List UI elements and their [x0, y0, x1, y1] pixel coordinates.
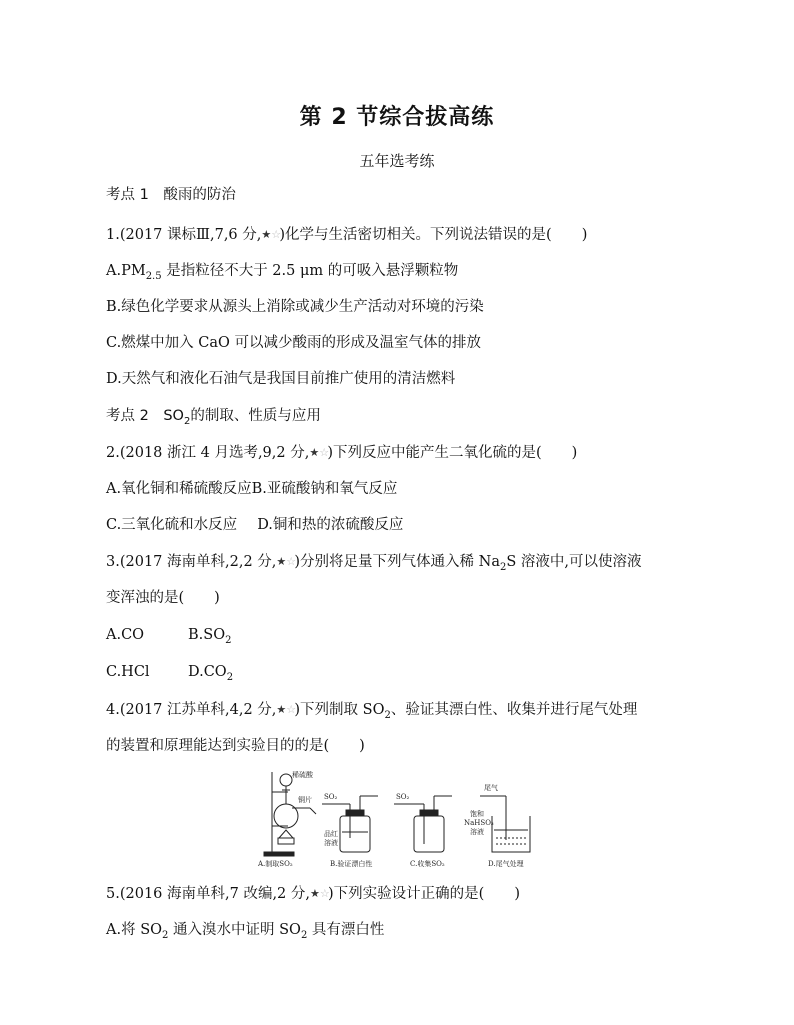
apparatus-drawing — [244, 766, 544, 870]
section-heading-2 — [106, 406, 321, 426]
question-5-option-a-rest: 具有漂白性 — [307, 922, 385, 938]
question-3-option-b-subscript: 2 — [225, 634, 232, 646]
question-4-close: ) — [359, 738, 365, 754]
question-1-option-b: B.绿色化学要求从源头上消除或减少生产活动对环境的污染 — [106, 299, 484, 315]
question-4-source: 4.(2017 江苏单科,4,2 分, — [106, 702, 277, 718]
tail-gas-label: 尾气 — [484, 784, 498, 792]
question-1-option-a — [106, 261, 458, 281]
pinhong-label-1: 品红 — [324, 830, 338, 838]
question-3-text-rest: S 溶液中,可以使溶液 — [506, 554, 642, 570]
section-heading-2-subscript: 2 — [183, 415, 191, 427]
question-3-subscript: 2 — [500, 561, 507, 573]
caption-a: A.制取SO₂ — [258, 860, 293, 868]
section-heading-1 — [106, 185, 236, 205]
question-4-stem-line-2 — [106, 736, 365, 756]
question-1-stem — [106, 225, 587, 245]
question-3-option-a: A.CO — [106, 627, 145, 643]
copper-label: 铜片 — [298, 796, 312, 804]
caption-b: B.验证漂白性 — [330, 860, 373, 868]
page-subtitle: 五年选考练 — [359, 152, 435, 170]
question-1-option-d: D.天然气和液化石油气是我国目前推广使用的清洁燃料 — [106, 371, 456, 387]
question-3-options-row-1 — [106, 625, 231, 645]
question-4-text-line-2: 的装置和原理能达到实验目的的是( — [106, 738, 330, 754]
question-3-option-d: D.CO — [188, 664, 227, 680]
question-4-text-rest: 、验证其漂白性、收集并进行尾气处理 — [390, 702, 638, 718]
question-5-text: )下列实验设计正确的是( — [328, 886, 485, 902]
apparatus-c — [394, 796, 452, 852]
question-2-option-a: A.氧化铜和稀硫酸反应 — [106, 481, 252, 497]
question-4-subscript: 2 — [384, 709, 391, 721]
question-5-option-a-mid: 通入溴水中证明 SO — [168, 922, 301, 938]
saturated-label-1: 饱和 — [470, 810, 484, 818]
question-3-source: 3.(2017 海南单科,2,2 分, — [106, 554, 277, 570]
section-heading-2-label: 考点 2 SO — [106, 408, 184, 424]
question-3-text: )分别将足量下列气体通入稀 Na — [294, 554, 500, 570]
pinhong-label-2: 溶液 — [324, 839, 338, 847]
question-3-close: ) — [214, 590, 220, 606]
question-1-option-c: C.燃煤中加入 CaO 可以减少酸雨的形成及温室气体的排放 — [106, 335, 482, 351]
question-3-text-line-2: 变浑浊的是( — [106, 590, 185, 606]
question-5-option-a — [106, 920, 384, 940]
saturated-label-2: NaHSO₃ — [464, 819, 494, 827]
apparatus-figure — [244, 766, 544, 870]
section-heading-1-label: 考点 1 酸雨的防治 — [106, 187, 236, 203]
question-5-source: 5.(2016 海南单科,7 改编,2 分, — [106, 886, 310, 902]
question-5-option-a-subscript-2: 2 — [300, 929, 308, 941]
question-2-text: )下列反应中能产生二氧化硫的是( — [327, 445, 542, 461]
so2-label-c: SO₂ — [396, 793, 410, 801]
option-a-text-rest: 是指粒径不大于 2.5 μm 的可吸入悬浮颗粒物 — [161, 263, 459, 279]
star-icon: ★☆ — [310, 887, 330, 900]
question-2-stem — [106, 443, 577, 463]
question-3-stem — [106, 552, 642, 572]
question-2-options-row-2 — [106, 515, 403, 535]
question-5-option-a-subscript: 2 — [162, 929, 169, 941]
question-1-source: 1.(2017 课标Ⅲ,7,6 分, — [106, 227, 262, 243]
star-icon: ★☆ — [261, 228, 282, 241]
question-3-option-b: B.SO — [188, 627, 226, 643]
question-3-option-c: C.HCl — [106, 664, 150, 680]
option-a-subscript: 2.5 — [145, 270, 162, 282]
star-icon: ★☆ — [309, 446, 330, 459]
question-2-close: ) — [571, 445, 578, 461]
saturated-label-3: 溶液 — [470, 828, 484, 836]
caption-d: D.尾气处理 — [488, 860, 524, 868]
question-1-close: ) — [581, 227, 588, 243]
acid-label: 稀硫酸 — [292, 771, 313, 779]
so2-label-b: SO₂ — [324, 793, 338, 801]
question-3-stem-line-2 — [106, 588, 220, 608]
question-5-option-a-text: A.将 SO — [106, 922, 163, 938]
question-5-close: ) — [514, 886, 520, 902]
caption-c: C.收集SO₂ — [410, 860, 445, 868]
page-title: 第 2 节综合拔高练 — [299, 105, 495, 130]
question-1-text: )化学与生活密切相关。下列说法错误的是( — [279, 227, 552, 243]
option-a-text: A.PM — [106, 263, 146, 279]
question-2-options-row-1 — [106, 479, 397, 499]
question-2-option-c: C.三氧化硫和水反应 — [106, 517, 238, 533]
question-2-option-d: D.铜和热的浓硫酸反应 — [257, 517, 404, 533]
question-2-option-b: B.亚硫酸钠和氧气反应 — [251, 481, 398, 497]
question-4-text: )下列制取 SO — [294, 702, 385, 718]
question-3-options-row-2 — [106, 662, 233, 682]
question-4-stem — [106, 700, 637, 720]
section-heading-2-label-rest: 的制取、性质与应用 — [190, 408, 321, 424]
question-5-stem — [106, 884, 520, 904]
apparatus-a — [264, 772, 316, 856]
question-2-source: 2.(2018 浙江 4 月选考,9,2 分, — [106, 445, 310, 461]
star-icon: ★☆ — [276, 703, 297, 716]
star-icon: ★☆ — [276, 555, 297, 568]
question-3-option-d-subscript: 2 — [226, 671, 234, 683]
